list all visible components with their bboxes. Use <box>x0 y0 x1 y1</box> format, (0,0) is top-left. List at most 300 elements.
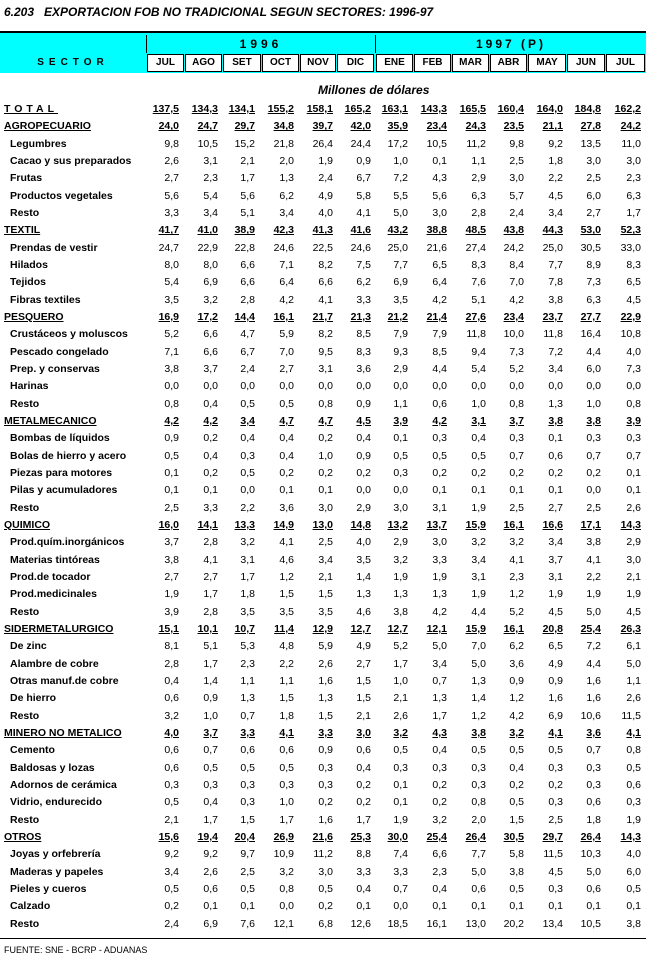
value-cell: 2,3 <box>626 172 641 185</box>
value-cell: 6,0 <box>586 362 601 375</box>
value-cell: 0,4 <box>203 449 218 462</box>
value-cell: 9,2 <box>164 848 179 861</box>
value-cell: 4,1 <box>279 536 294 549</box>
value-cell: 13,5 <box>580 137 601 150</box>
value-cell: 0,0 <box>356 484 371 497</box>
value-cell: 6,9 <box>203 276 218 289</box>
value-cell: 1,3 <box>432 588 447 601</box>
value-cell: 0,8 <box>279 882 294 895</box>
value-cell: 1,5 <box>318 588 333 601</box>
value-cell: 7,1 <box>164 345 179 358</box>
value-cell: 15,2 <box>234 137 255 150</box>
value-cell: 3,3 <box>318 726 333 739</box>
value-cell: 4,5 <box>356 414 371 427</box>
value-cell: 10,5 <box>197 137 218 150</box>
value-cell: 0,6 <box>586 882 601 895</box>
value-cell: 27,8 <box>580 120 601 133</box>
value-cell: 44,3 <box>542 224 563 237</box>
value-cell: 4,2 <box>164 414 179 427</box>
value-cell: 0,7 <box>509 449 524 462</box>
value-cell: 12,6 <box>350 917 371 930</box>
sector-row <box>0 829 646 846</box>
value-cell: 11,0 <box>621 137 641 150</box>
value-cell: 0,3 <box>432 432 447 445</box>
value-cell: 0,5 <box>240 761 255 774</box>
value-cell: 1,9 <box>548 588 563 601</box>
value-cell: 24,6 <box>273 241 294 254</box>
value-cell: 3,7 <box>203 726 218 739</box>
value-cell: 3,8 <box>393 605 408 618</box>
value-cell: 1,2 <box>471 709 486 722</box>
value-cell: 4,1 <box>279 726 294 739</box>
value-cell: 2,4 <box>318 172 333 185</box>
table-row <box>0 170 646 187</box>
value-cell: 2,9 <box>393 536 408 549</box>
value-cell: 7,4 <box>393 848 408 861</box>
value-cell: 5,2 <box>509 362 524 375</box>
value-cell: 0,6 <box>164 692 179 705</box>
value-cell: 5,6 <box>164 189 179 202</box>
row-label: Resto <box>10 207 40 219</box>
value-cell: 0,4 <box>203 796 218 809</box>
value-cell: 0,0 <box>471 380 486 393</box>
value-cell: 2,2 <box>240 501 255 514</box>
value-cell: 0,2 <box>318 432 333 445</box>
value-cell: 2,2 <box>548 172 563 185</box>
value-cell: 1,7 <box>240 570 255 583</box>
value-cell: 35,9 <box>387 120 408 133</box>
sector-row <box>0 222 646 239</box>
month-header: JUL <box>606 54 645 72</box>
table-row <box>0 153 646 170</box>
value-cell: 5,4 <box>164 276 179 289</box>
value-cell: 5,1 <box>203 640 218 653</box>
value-cell: 38,8 <box>426 224 447 237</box>
value-cell: 2,3 <box>432 865 447 878</box>
value-cell: 0,1 <box>203 900 218 913</box>
value-cell: 5,4 <box>203 189 218 202</box>
value-cell: 3,6 <box>356 362 371 375</box>
value-cell: 5,8 <box>509 848 524 861</box>
value-cell: 6,6 <box>203 345 218 358</box>
value-cell: 4,2 <box>203 414 218 427</box>
value-cell: 7,8 <box>548 276 563 289</box>
value-cell: 1,8 <box>279 709 294 722</box>
value-cell: 41,3 <box>312 224 333 237</box>
value-cell: 0,7 <box>586 449 601 462</box>
month-header: JUN <box>567 54 605 72</box>
value-cell: 5,0 <box>393 207 408 219</box>
value-cell: 5,0 <box>586 865 601 878</box>
row-label: Harinas <box>10 380 49 393</box>
table-row <box>0 881 646 898</box>
value-cell: 4,6 <box>279 553 294 566</box>
value-cell: 3,1 <box>471 414 486 427</box>
value-cell: 3,0 <box>432 536 447 549</box>
value-cell: 14,3 <box>620 518 641 531</box>
value-cell: 4,5 <box>548 189 563 202</box>
table-row <box>0 742 646 759</box>
value-cell: 0,1 <box>393 796 408 809</box>
table-row <box>0 708 646 725</box>
value-cell: 13,2 <box>387 518 408 531</box>
value-cell: 3,8 <box>548 414 563 427</box>
row-label: Baldosas y lozas <box>10 761 95 774</box>
value-cell: 0,3 <box>318 778 333 791</box>
value-cell: 0,5 <box>318 882 333 895</box>
sector-row <box>0 118 646 135</box>
value-cell: 0,0 <box>432 380 447 393</box>
row-label: PESQUERO <box>4 311 64 323</box>
value-cell: 5,2 <box>164 328 179 341</box>
value-cell: 3,3 <box>393 865 408 878</box>
row-label: De zinc <box>10 640 47 653</box>
value-cell: 5,3 <box>240 640 255 653</box>
value-cell: 3,3 <box>432 553 447 566</box>
value-cell: 0,2 <box>432 778 447 791</box>
value-cell: 3,2 <box>471 536 486 549</box>
value-cell: 22,5 <box>312 241 333 254</box>
value-cell: 1,1 <box>393 397 408 410</box>
value-cell: 18,5 <box>387 917 408 930</box>
row-label: Prod.quím.inorgánicos <box>10 536 125 549</box>
value-cell: 4,2 <box>432 414 447 427</box>
value-cell: 0,0 <box>279 380 294 393</box>
value-cell: 165,5 <box>459 103 486 115</box>
value-cell: 0,0 <box>240 484 255 497</box>
value-cell: 0,4 <box>471 432 486 445</box>
value-cell: 5,1 <box>240 207 255 219</box>
value-cell: 4,1 <box>318 293 333 306</box>
value-cell: 1,9 <box>626 588 641 601</box>
value-cell: 6,6 <box>240 259 255 271</box>
value-cell: 3,5 <box>356 553 371 566</box>
value-cell: 16,4 <box>580 328 601 341</box>
value-cell: 6,9 <box>548 709 563 722</box>
value-cell: 1,9 <box>626 813 641 826</box>
row-label: Prod.de tocador <box>10 570 91 583</box>
value-cell: 3,3 <box>356 865 371 878</box>
value-cell: 2,0 <box>471 813 486 826</box>
value-cell: 0,2 <box>548 778 563 791</box>
value-cell: 3,8 <box>471 726 486 739</box>
value-cell: 6,2 <box>509 640 524 653</box>
value-cell: 48,5 <box>465 224 486 237</box>
value-cell: 1,9 <box>471 501 486 514</box>
value-cell: 1,7 <box>203 813 218 826</box>
value-cell: 7,0 <box>471 640 486 653</box>
value-cell: 41,6 <box>350 224 371 237</box>
value-cell: 0,6 <box>164 744 179 757</box>
value-cell: 3,5 <box>240 605 255 618</box>
value-cell: 0,2 <box>203 466 218 479</box>
value-cell: 0,4 <box>432 882 447 895</box>
value-cell: 10,5 <box>426 137 447 150</box>
value-cell: 3,1 <box>548 570 563 583</box>
value-cell: 3,8 <box>586 536 601 549</box>
table-title-text: EXPORTACION FOB NO TRADICIONAL SEGUN SECTORES: 1996-97 <box>44 5 434 19</box>
value-cell: 0,5 <box>626 882 641 895</box>
value-cell: 1,8 <box>548 155 563 167</box>
value-cell: 4,0 <box>164 726 179 739</box>
month-header: DIC <box>337 54 374 72</box>
value-cell: 11,8 <box>543 328 563 341</box>
value-cell: 0,3 <box>279 778 294 791</box>
value-cell: 0,3 <box>509 432 524 445</box>
value-cell: 3,7 <box>548 553 563 566</box>
value-cell: 30,5 <box>580 241 601 254</box>
value-cell: 1,0 <box>279 796 294 809</box>
value-cell: 4,2 <box>279 293 294 306</box>
value-cell: 3,0 <box>356 726 371 739</box>
value-cell: 4,5 <box>548 865 563 878</box>
row-label: Piezas para motores <box>10 466 113 479</box>
value-cell: 6,8 <box>318 917 333 930</box>
value-cell: 24,2 <box>503 241 524 254</box>
value-cell: 15,6 <box>158 830 179 843</box>
value-cell: 27,4 <box>465 241 486 254</box>
value-cell: 25,0 <box>542 241 563 254</box>
value-cell: 0,8 <box>164 397 179 410</box>
value-cell: 4,9 <box>548 657 563 670</box>
value-cell: 0,5 <box>471 449 486 462</box>
value-cell: 4,7 <box>318 414 333 427</box>
value-cell: 10,9 <box>273 848 294 861</box>
value-cell: 2,3 <box>240 657 255 670</box>
value-cell: 8,0 <box>203 259 218 271</box>
value-cell: 4,9 <box>318 189 333 202</box>
value-cell: 4,0 <box>626 345 641 358</box>
value-cell: 0,3 <box>240 449 255 462</box>
value-cell: 11,5 <box>621 709 641 722</box>
value-cell: 2,5 <box>164 501 179 514</box>
value-cell: 2,5 <box>509 155 524 167</box>
value-cell: 4,4 <box>586 657 601 670</box>
row-label: Alambre de cobre <box>10 657 99 670</box>
value-cell: 2,6 <box>164 155 179 167</box>
value-cell: 0,2 <box>203 432 218 445</box>
value-cell: 0,0 <box>203 380 218 393</box>
value-cell: 2,6 <box>203 865 218 878</box>
value-cell: 7,0 <box>279 345 294 358</box>
table-row <box>0 136 646 153</box>
value-cell: 0,5 <box>471 744 486 757</box>
value-cell: 23,4 <box>503 311 524 323</box>
value-cell: 2,9 <box>626 536 641 549</box>
table-row <box>0 482 646 499</box>
value-cell: 2,8 <box>203 605 218 618</box>
value-cell: 30,5 <box>503 830 524 843</box>
value-cell: 0,1 <box>548 900 563 913</box>
value-cell: 0,3 <box>586 432 601 445</box>
value-cell: 6,2 <box>279 189 294 202</box>
value-cell: 0,0 <box>393 380 408 393</box>
value-cell: 0,5 <box>393 744 408 757</box>
value-cell: 3,4 <box>548 207 563 219</box>
value-cell: 1,6 <box>318 813 333 826</box>
value-cell: 3,2 <box>279 865 294 878</box>
value-cell: 43,2 <box>387 224 408 237</box>
value-cell: 30,0 <box>387 830 408 843</box>
value-cell: 4,0 <box>318 207 333 219</box>
value-cell: 11,8 <box>466 328 486 341</box>
value-cell: 6,3 <box>626 189 641 202</box>
value-cell: 0,1 <box>203 484 218 497</box>
value-cell: 0,9 <box>318 744 333 757</box>
value-cell: 4,9 <box>356 640 371 653</box>
value-cell: 2,6 <box>626 692 641 705</box>
value-cell: 0,1 <box>356 900 371 913</box>
value-cell: 2,5 <box>586 172 601 185</box>
value-cell: 1,7 <box>356 813 371 826</box>
table-row <box>0 257 646 274</box>
value-cell: 15,9 <box>465 518 486 531</box>
value-cell: 16,9 <box>158 311 179 323</box>
year-1997-header: 1997 (P) <box>375 35 646 53</box>
row-label: Resto <box>10 813 40 826</box>
value-cell: 7,6 <box>240 917 255 930</box>
row-label: Pilas y acumuladores <box>10 484 118 497</box>
table-row <box>0 326 646 343</box>
value-cell: 1,9 <box>471 588 486 601</box>
value-cell: 9,3 <box>393 345 408 358</box>
value-cell: 3,0 <box>432 207 447 219</box>
value-cell: 0,0 <box>509 380 524 393</box>
value-cell: 0,9 <box>356 397 371 410</box>
value-cell: 2,7 <box>586 207 601 219</box>
value-cell: 39,7 <box>312 120 333 133</box>
value-cell: 0,5 <box>279 397 294 410</box>
value-cell: 0,2 <box>279 466 294 479</box>
value-cell: 29,7 <box>234 120 255 133</box>
value-cell: 0,1 <box>164 484 179 497</box>
value-cell: 5,6 <box>240 189 255 202</box>
value-cell: 0,3 <box>240 796 255 809</box>
value-cell: 7,7 <box>471 848 486 861</box>
value-cell: 0,0 <box>586 380 601 393</box>
value-cell: 8,9 <box>586 259 601 271</box>
value-cell: 5,2 <box>393 640 408 653</box>
row-label: Cacao y sus preparados <box>10 155 132 167</box>
value-cell: 9,2 <box>203 848 218 861</box>
value-cell: 34,8 <box>273 120 294 133</box>
value-cell: 13,3 <box>234 518 255 531</box>
row-label: Frutas <box>10 172 43 185</box>
value-cell: 3,7 <box>509 414 524 427</box>
value-cell: 16,1 <box>426 917 447 930</box>
value-cell: 0,9 <box>203 692 218 705</box>
value-cell: 2,7 <box>279 362 294 375</box>
value-cell: 8,3 <box>471 259 486 271</box>
value-cell: 9,5 <box>318 345 333 358</box>
month-header: SET <box>223 54 261 72</box>
table-row <box>0 240 646 257</box>
value-cell: 1,9 <box>432 570 447 583</box>
value-cell: 10,7 <box>234 622 255 635</box>
value-cell: 2,7 <box>356 657 371 670</box>
value-cell: 3,0 <box>318 865 333 878</box>
row-label: Cemento <box>10 744 55 757</box>
value-cell: 3,3 <box>356 293 371 306</box>
value-cell: 16,1 <box>503 518 524 531</box>
table-row <box>0 274 646 291</box>
value-cell: 7,7 <box>548 259 563 271</box>
value-cell: 7,5 <box>356 259 371 271</box>
value-cell: 0,6 <box>203 882 218 895</box>
value-cell: 4,1 <box>586 553 601 566</box>
value-cell: 4,1 <box>626 726 641 739</box>
value-cell: 1,2 <box>279 570 294 583</box>
value-cell: 1,7 <box>203 588 218 601</box>
value-cell: 0,9 <box>356 449 371 462</box>
value-cell: 0,5 <box>240 397 255 410</box>
table-row <box>0 864 646 881</box>
value-cell: 3,4 <box>471 553 486 566</box>
table-row <box>0 777 646 794</box>
value-cell: 4,0 <box>626 848 641 861</box>
value-cell: 2,3 <box>203 172 218 185</box>
value-cell: 3,4 <box>548 362 563 375</box>
value-cell: 22,8 <box>234 241 255 254</box>
value-cell: 1,7 <box>393 657 408 670</box>
value-cell: 0,5 <box>626 761 641 774</box>
sector-row <box>0 517 646 534</box>
value-cell: 6,5 <box>548 640 563 653</box>
value-cell: 5,9 <box>279 328 294 341</box>
value-cell: 4,2 <box>509 709 524 722</box>
value-cell: 3,0 <box>586 155 601 167</box>
value-cell: 3,7 <box>164 536 179 549</box>
value-cell: 2,4 <box>509 207 524 219</box>
value-cell: 155,2 <box>267 103 294 115</box>
value-cell: 25,4 <box>580 622 601 635</box>
value-cell: 0,2 <box>548 466 563 479</box>
value-cell: 2,1 <box>356 709 371 722</box>
value-cell: 2,1 <box>393 692 408 705</box>
value-cell: 162,2 <box>614 103 641 115</box>
value-cell: 0,3 <box>432 761 447 774</box>
value-cell: 2,8 <box>240 293 255 306</box>
value-cell: 134,3 <box>191 103 218 115</box>
month-header: ABR <box>490 54 527 72</box>
value-cell: 3,2 <box>509 536 524 549</box>
value-cell: 3,0 <box>626 155 641 167</box>
value-cell: 4,2 <box>432 293 447 306</box>
value-cell: 10,6 <box>580 709 601 722</box>
value-cell: 1,6 <box>586 674 601 687</box>
value-cell: 1,3 <box>318 692 333 705</box>
value-cell: 1,0 <box>318 449 333 462</box>
value-cell: 12,7 <box>350 622 371 635</box>
value-cell: 33,0 <box>620 241 641 254</box>
table-row <box>0 586 646 603</box>
value-cell: 0,2 <box>432 466 447 479</box>
value-cell: 0,1 <box>548 484 563 497</box>
value-cell: 1,9 <box>164 588 179 601</box>
row-label: Adornos de cerámica <box>10 778 117 791</box>
value-cell: 0,7 <box>586 744 601 757</box>
value-cell: 19,4 <box>197 830 218 843</box>
value-cell: 0,0 <box>586 484 601 497</box>
value-cell: 8,8 <box>356 848 371 861</box>
value-cell: 3,7 <box>203 362 218 375</box>
value-cell: 1,9 <box>318 155 333 167</box>
value-cell: 2,6 <box>318 657 333 670</box>
table-row <box>0 361 646 378</box>
value-cell: 4,1 <box>509 553 524 566</box>
value-cell: 164,0 <box>536 103 563 115</box>
value-cell: 1,0 <box>586 397 601 410</box>
